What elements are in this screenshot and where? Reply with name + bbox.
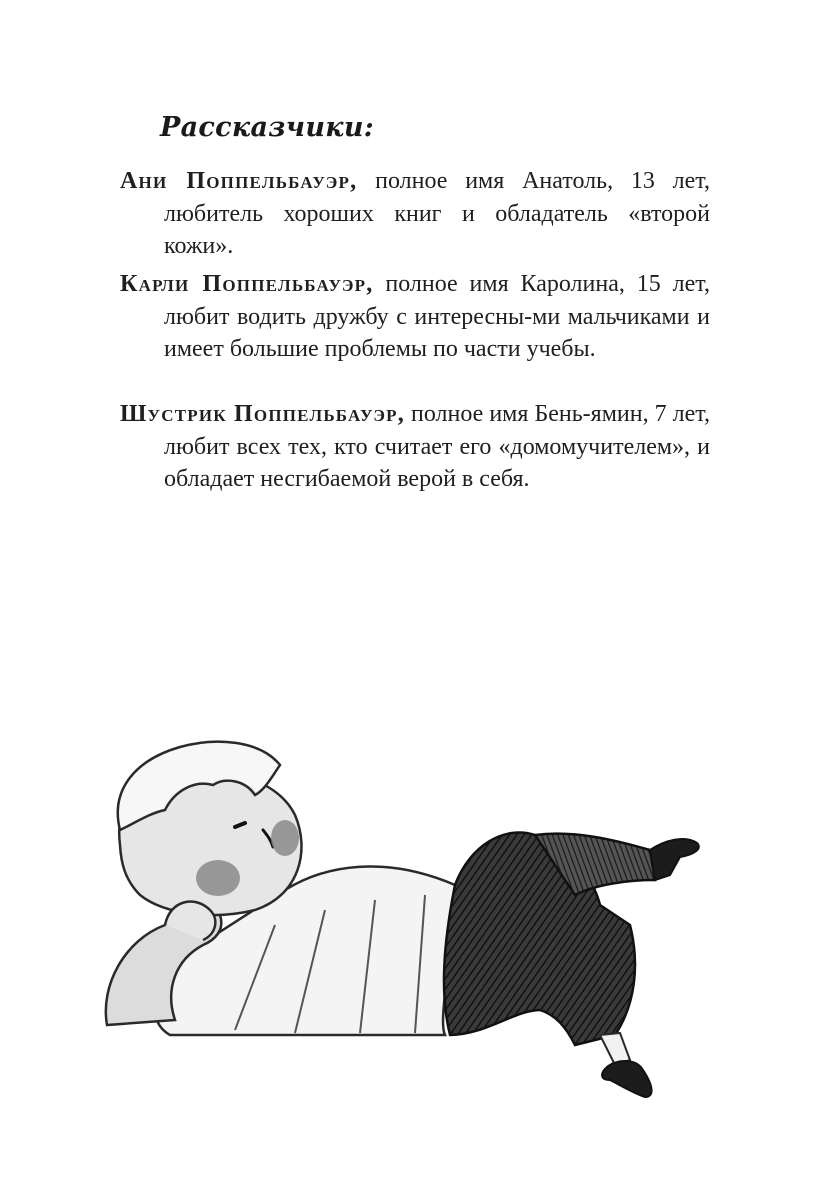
narrator-description: полное имя Анатоль, 13 лет, любитель хороших книг и обладатель «второй кожи». [164,168,710,259]
narrator-name: Карли Поппельбауэр, [120,271,374,297]
narrator-entry-ani [120,165,710,263]
narrator-description: полное имя Каролина, 15 лет, любит водить дружбу с интересны-ми мальчиками и имеет большие проблемы по части учебы. [164,271,710,362]
narrator-name: Ани Поппельбауэр, [120,168,358,194]
narrator-name: Шустрик Поппельбауэр, [120,401,405,427]
narrator-description: полное имя Бень-ямин, 7 лет, любит всех тех, кто считает его «домомучителем», и обладает несгибаемой верой в себя. [164,401,710,492]
narrator-entry-shustrik [120,398,710,496]
narrator-entry-karli [120,268,710,366]
page-heading: Рассказчики: [160,112,375,143]
reclining-boy-illustration [95,735,715,1125]
